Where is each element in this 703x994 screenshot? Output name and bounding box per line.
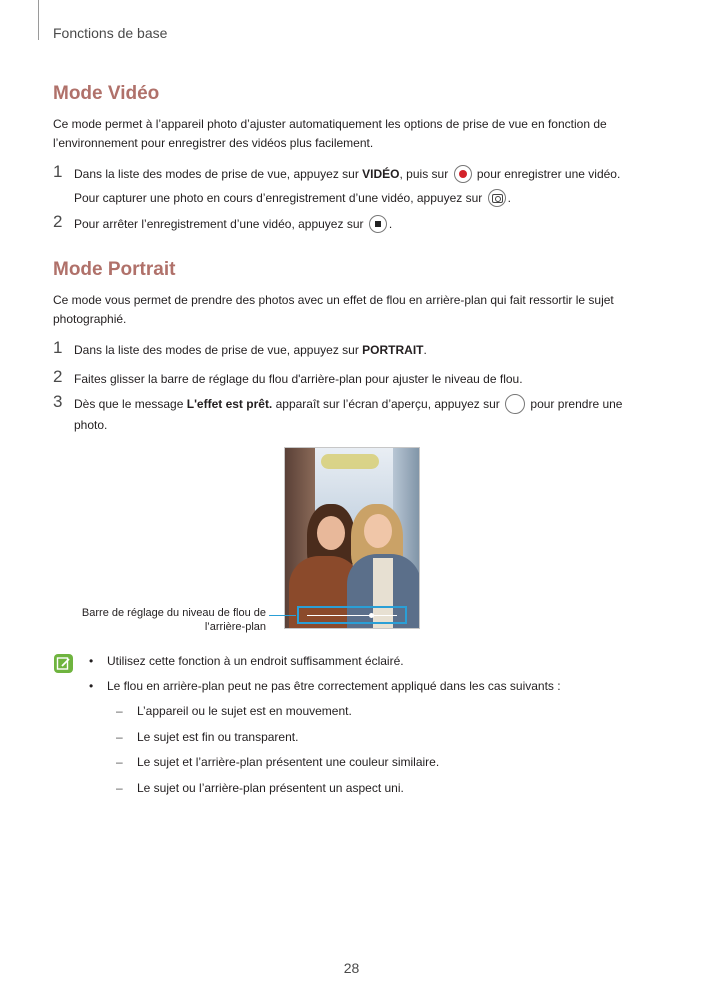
step-keyword: L'effet est prêt. (186, 397, 273, 411)
portrait-intro: Ce mode vous permet de prendre des photos avec un effet de flou en arrière-plan qui fait ressortir le sujet photographié. (53, 293, 614, 326)
step-text: Pour arrêter l’enregistrement d’une vidéo, appuyez sur (74, 217, 367, 231)
portrait-step-2 (53, 369, 653, 389)
step-text: . (423, 343, 427, 357)
shutter-icon (505, 394, 525, 414)
video-step-2 (53, 214, 653, 234)
note-bullet: • Le flou en arrière-plan peut ne pas être correctement appliqué dans les cas suivants : (89, 679, 561, 693)
step-text: photo. (74, 417, 108, 432)
step-number: 1 (53, 338, 63, 357)
step-number: 2 (53, 367, 63, 386)
blur-slider[interactable] (297, 606, 407, 624)
note-icon (54, 654, 73, 673)
step-keyword: VIDÉO (362, 167, 400, 181)
step-text: Dès que le message (74, 397, 187, 411)
step-text: Dans la liste des modes de prise de vue, appuyez sur (74, 167, 363, 181)
note-bullet: • Utilisez cette fonction à un endroit suffisamment éclairé. (89, 654, 404, 668)
portrait-step-3 (53, 394, 653, 435)
step-number: 3 (53, 392, 63, 411)
note-text: Utilisez cette fonction à un endroit suffisamment éclairé. (107, 654, 404, 668)
callout-line (269, 615, 296, 616)
step-text: Pour capturer une photo en cours d’enregistrement d’une vidéo, appuyez sur (74, 191, 486, 205)
video-intro: Ce mode permet à l’appareil photo d’ajuster automatiquement les options de prise de vue en fonction de l’environnement pour enregistrer des vidéos plus facilement. (53, 117, 607, 150)
portrait-preview-image (284, 447, 420, 629)
note-sub-text: L’appareil ou le sujet est en mouvement. (137, 704, 352, 718)
effect-ready-bubble (321, 454, 379, 469)
header-rule (38, 0, 39, 40)
portrait-section-title: Mode Portrait (53, 259, 176, 280)
stop-icon (369, 215, 387, 233)
step-number: 1 (53, 162, 63, 181)
note-sub-text: Le sujet ou l’arrière-plan présentent un aspect uni. (137, 781, 404, 795)
step-keyword: PORTRAIT (362, 343, 424, 357)
blur-slider-callout: Barre de réglage du niveau de flou de l’arrière-plan (81, 607, 266, 633)
note-sub-item: – Le sujet et l’arrière-plan présentent une couleur similaire. (116, 755, 440, 769)
note-text: Le flou en arrière-plan peut ne pas être correctement appliqué dans les cas suivants : (107, 679, 561, 693)
note-sub-item: – L’appareil ou le sujet est en mouvement. (116, 704, 352, 718)
step-text: , puis sur (399, 167, 452, 181)
record-icon (454, 165, 472, 183)
portrait-step-1 (53, 340, 653, 360)
video-section-title: Mode Vidéo (53, 83, 160, 104)
step-text: pour prendre une (527, 397, 623, 411)
step-text: pour enregistrer une vidéo. (473, 167, 621, 181)
step-text: . (388, 217, 393, 231)
blur-slider-knob[interactable] (369, 613, 374, 618)
note-sub-text: Le sujet et l’arrière-plan présentent une couleur similaire. (137, 755, 440, 769)
note-sub-item: – Le sujet est fin ou transparent. (116, 730, 299, 744)
step-number: 2 (53, 212, 63, 231)
step-text: . (507, 191, 511, 205)
note-sub-text: Le sujet est fin ou transparent. (137, 730, 299, 744)
step-text: apparaît sur l’écran d’aperçu, appuyez sur (272, 397, 504, 411)
video-step-1 (53, 164, 653, 208)
page-number: 28 (343, 960, 360, 976)
header-title: Fonctions de base (53, 25, 168, 41)
capture-icon (488, 189, 506, 207)
note-sub-item: – Le sujet ou l’arrière-plan présentent un aspect uni. (116, 781, 404, 795)
step-text: Dans la liste des modes de prise de vue, appuyez sur (74, 343, 363, 357)
step-text: Faites glisser la barre de réglage du flou d'arrière-plan pour ajuster le niveau de flou. (74, 372, 523, 386)
